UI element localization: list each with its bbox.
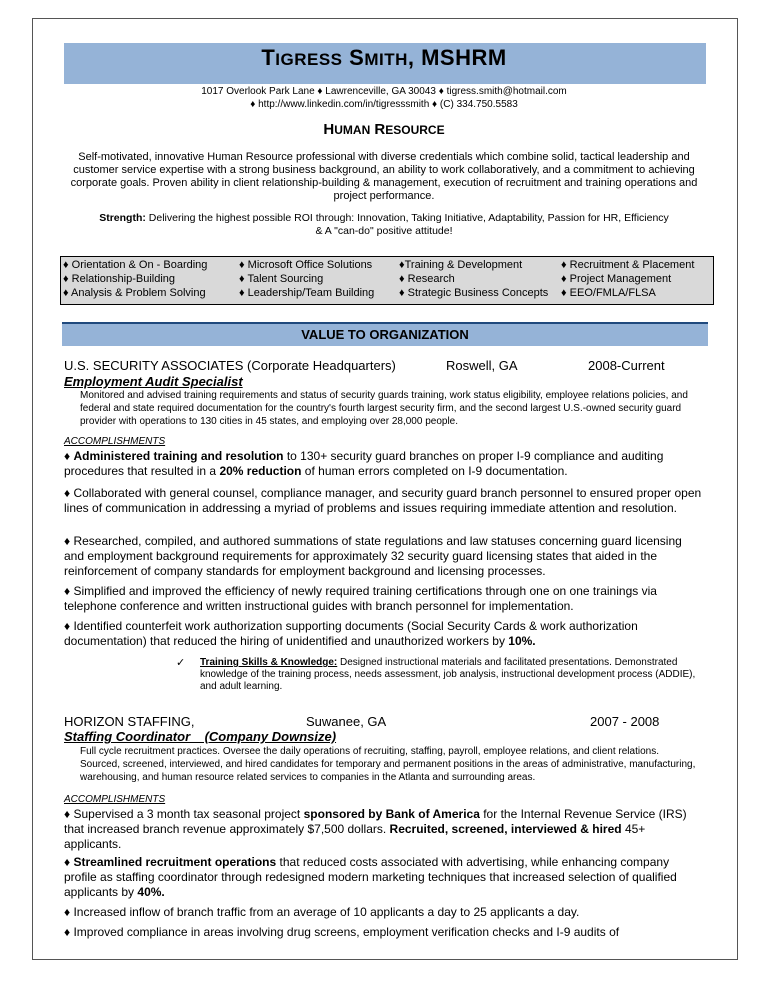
contact-line-1: 1017 Overlook Park Lane ♦ Lawrenceville, GA 30043 ♦ tigress.smith@hotmail.com [201,86,567,97]
skill-item: ♦ Strategic Business Concepts [399,287,549,299]
job1-accomplishment: ♦ Identified counterfeit work authorization supporting documents (Social Security Cards & work authorization documentation) that reduced the hiring of unidentified and unauthorized workers by 10%. [64,619,638,648]
skill-item: ♦ Project Management [561,273,672,285]
skill-item: ♦ Analysis & Problem Solving [63,287,206,299]
summary-paragraph: Self-motivated, innovative Human Resource professional with diverse credentials which combine solid, tactical leadership and customer service expertise with a strong business background, an ability to work collaboratively, and a commitment to achieving corporate goals. Proven ability in client relationship-building & management, execution of recruitment and training operations and project performance. [70,151,698,202]
skill-item: ♦ EEO/FMLA/FLSA [561,287,656,299]
candidate-name: TIGRESS SMITH, MSHRM [261,45,507,70]
check-icon: ✓ [176,657,186,669]
job2-accomplishment: ♦ Improved compliance in areas involving drug screens, employment verification checks and I-9 audits of [64,925,620,939]
section-heading: VALUE TO ORGANIZATION [62,324,708,346]
job2-dates: 2007 - 2008 [590,714,660,729]
skills-box [60,256,714,305]
job2-accomplishment: ♦ Increased inflow of branch traffic from an average of 10 applicants a day to 25 applicants a day. [64,905,580,919]
skill-item: ♦ Microsoft Office Solutions [239,259,373,271]
skill-item: ♦ Research [399,273,455,285]
job1-company: U.S. SECURITY ASSOCIATES (Corporate Headquarters) [64,358,396,373]
job1-accomplishments-heading: ACCOMPLISHMENTS [64,436,166,447]
skill-item: ♦Training & Development [399,259,523,271]
job2-location: Suwanee, GA [306,714,387,729]
skill-item: ♦ Leadership/Team Building [239,287,375,299]
job1-dates: 2008-Current [588,358,665,373]
professional-title: HUMAN RESOURCE [323,121,445,138]
job1-description: Monitored and advised training requirements and status of security guards training, work status eligibility, employee relations policies, and federal and state required documentation for the country's fourth largest security firm, and the second largest U.S.-owned security guard provider with operations to 130 cities in 45 states, and employing over 28,000 people. [80,390,688,427]
skill-item: ♦ Talent Sourcing [239,273,324,285]
job1-accomplishment: ♦ Researched, compiled, and authored summations of state regulations and law statuses concerning guard licensing and employment background requirements for approximately 32 security guard licensing states that aided in the reinforcement of company standards for employment background and licensing processes. [64,534,682,578]
job2-company: HORIZON STAFFING, [64,714,195,729]
job2-accomplishment: ♦ Supervised a 3 month tax seasonal project sponsored by Bank of America for the Internal Revenue Service (IRS) that increased branch revenue approximately $7,500 dollars. Recruited, screened, interviewed & hired 45+ applicants. [64,807,687,851]
job1-accomplishment: ♦ Simplified and improved the efficiency of newly required training certifications through one on one trainings via telephone conference and written instructional guides with branch personnel for implementation. [64,584,657,613]
job2-description: Full cycle recruitment practices. Oversee the daily operations of recruiting, staffing, payroll, employee relations, and client relations. Sourced, screened, interviewed, and hired candidates for temporary and permanent positions in the areas of administrative, manufacturing, warehousing, and human resource related services to companies in the Atlanta and surrounding areas. [80,746,696,783]
job2-title: Staffing Coordinator (Company Downsize) [64,729,337,744]
skill-item: ♦ Relationship-Building [63,273,176,285]
job2-accomplishments-heading: ACCOMPLISHMENTS [64,794,166,805]
job1-location: Roswell, GA [446,358,518,373]
job1-accomplishment: ♦ Administered training and resolution to 130+ security guard branches on proper I-9 compliance and auditing procedures that resulted in a 20% reduction of human errors completed on I-9 documentation. [64,449,664,478]
job2-accomplishment: ♦ Streamlined recruitment operations that reduced costs associated with advertising, while enhancing company profile as staffing coordinator through redesigned modern marketing techniques that increased selection of qualified applicants by 40%. [64,855,677,899]
skill-item: ♦ Recruitment & Placement [561,259,695,271]
contact-line-2: ♦ http://www.linkedin.com/in/tigresssmith ♦ (C) 334.750.5583 [250,99,518,110]
job1-title: Employment Audit Specialist [64,374,243,389]
strength-statement: Strength: Delivering the highest possible ROI through: Innovation, Taking Initiative, Adaptability, Passion for HR, Efficiency & A "can-do" positive attitude! [99,212,669,237]
skill-item: ♦ Orientation & On - Boarding [63,259,208,271]
job1-accomplishment: ♦ Collaborated with general counsel, compliance manager, and security guard branch personnel to ensured proper open lines of communication in addressing a myriad of problems and issues requiring immediate attention and resolution. [64,486,702,515]
